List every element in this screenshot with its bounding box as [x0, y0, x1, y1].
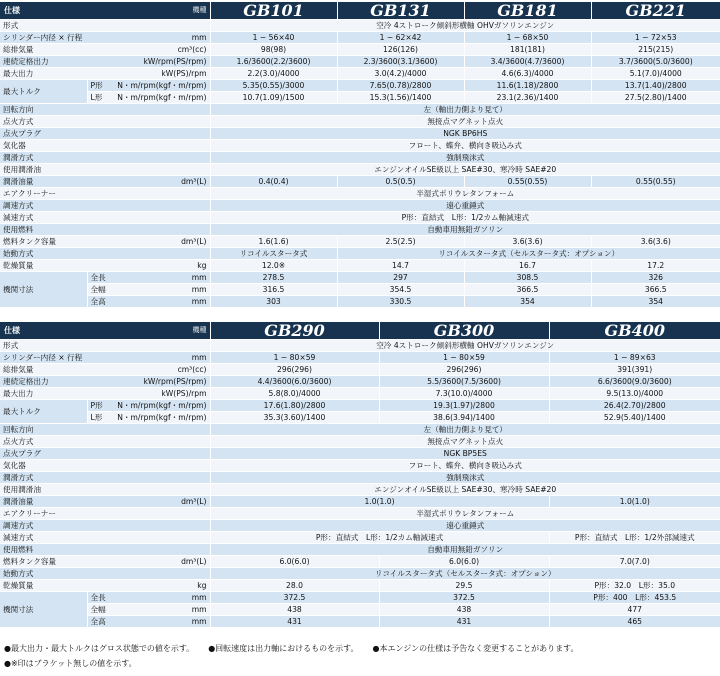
row-unit [101, 424, 210, 436]
row-unit: mm [101, 616, 210, 628]
row-value: 391(391) [549, 364, 720, 376]
spec-row [0, 580, 720, 592]
row-value: P形：直結式 L形：1/2カム軸減速式 [210, 212, 720, 224]
spec-row [0, 152, 720, 164]
row-unit: mm [101, 284, 210, 296]
row-value: 7.0(7.0) [549, 556, 720, 568]
row-value: 1 − 89×63 [549, 352, 720, 364]
row-label: 始動方式 [0, 248, 101, 260]
model-name: GB101 [210, 2, 337, 20]
row-unit [101, 116, 210, 128]
row-value: 326 [591, 272, 720, 284]
row-value: 4.6(6.3)/4000 [464, 68, 591, 80]
row-value: 無接点マグネット点火 [210, 116, 720, 128]
row-unit: N・m/rpm(kgf・m/rpm) [101, 412, 210, 424]
row-label: 点火方式 [0, 116, 101, 128]
row-value: 無接点マグネット点火 [210, 436, 720, 448]
row-value: 29.5 [379, 580, 549, 592]
row-value: P形：直結式 L形：1/2外部減速式 [549, 532, 720, 544]
row-value: 左（軸出力側より見て） [210, 424, 720, 436]
row-label: エアクリーナー [0, 508, 101, 520]
spec-row [0, 260, 720, 272]
spec-row [0, 544, 720, 556]
row-unit [101, 568, 210, 580]
row-value: 438 [210, 604, 379, 616]
spec-row [0, 508, 720, 520]
row-unit: kW/rpm(PS/rpm) [101, 56, 210, 68]
row-label: 使用潤滑油 [0, 164, 101, 176]
spec-row [0, 604, 720, 616]
row-value: 431 [210, 616, 379, 628]
row-unit [101, 212, 210, 224]
spec-row [0, 92, 720, 104]
row-value: 1 − 56×40 [210, 32, 337, 44]
row-value: 0.4(0.4) [210, 176, 337, 188]
row-value: 354 [591, 296, 720, 308]
row-unit: N・m/rpm(kgf・m/rpm) [101, 92, 210, 104]
row-label: エアクリーナー [0, 188, 101, 200]
row-unit: cm³(cc) [101, 364, 210, 376]
row-value: 28.0 [210, 580, 379, 592]
row-value: 自動車用無鉛ガソリン [210, 224, 720, 236]
spec-row [0, 460, 720, 472]
row-value: 左（軸出力側より見て） [210, 104, 720, 116]
row-label: 最大出力 [0, 388, 101, 400]
spec-row [0, 284, 720, 296]
row-value: 2.5(2.5) [337, 236, 464, 248]
spec-row [0, 592, 720, 604]
row-unit: kg [101, 580, 210, 592]
row-value: 98(98) [210, 44, 337, 56]
row-unit: kW/rpm(PS/rpm) [101, 376, 210, 388]
row-value: リコイルスタータ式（セルスタータ式：オプション） [210, 568, 720, 580]
spec-row [0, 140, 720, 152]
row-sub-label: 全長 [87, 272, 101, 284]
row-unit: mm [101, 32, 210, 44]
row-value: 215(215) [591, 44, 720, 56]
spec-row [0, 364, 720, 376]
row-value: P形：32.0 L形：35.0 [549, 580, 720, 592]
row-value: 5.8(8.0)/4000 [210, 388, 379, 400]
row-unit: kW(PS)/rpm [101, 388, 210, 400]
row-value: エンジンオイルSE級以上 SAE#30、寒冷時 SAE#20 [210, 164, 720, 176]
row-value: 3.6(3.6) [591, 236, 720, 248]
row-value: フロート、蝶弁、横向き吸込み式 [210, 460, 720, 472]
row-label: 総排気量 [0, 44, 101, 56]
row-value: 35.3(3.60)/1400 [210, 412, 379, 424]
row-label: 潤滑方式 [0, 152, 101, 164]
row-unit [101, 460, 210, 472]
row-label: 使用燃料 [0, 544, 101, 556]
row-unit [101, 200, 210, 212]
row-sub-label: 全高 [87, 296, 101, 308]
row-unit: dm³(L) [101, 556, 210, 568]
row-sub-label: 全幅 [87, 604, 101, 616]
row-value: 7.65(0.78)/2800 [337, 80, 464, 92]
row-unit [101, 224, 210, 236]
model-name: GB221 [591, 2, 720, 20]
row-unit: mm [101, 604, 210, 616]
model-name: GB290 [210, 322, 379, 340]
row-value: 0.55(0.55) [464, 176, 591, 188]
row-label: 減速方式 [0, 212, 101, 224]
row-unit: dm³(L) [101, 176, 210, 188]
row-unit: mm [101, 296, 210, 308]
row-value: 330.5 [337, 296, 464, 308]
row-value: 遠心重錘式 [210, 200, 720, 212]
row-label: シリンダー内径 × 行程 [0, 352, 101, 364]
row-unit: N・m/rpm(kgf・m/rpm) [101, 80, 210, 92]
spec-row [0, 532, 720, 544]
row-value: NGK BP5ES [210, 448, 720, 460]
row-value: 16.7 [464, 260, 591, 272]
spec-row [0, 412, 720, 424]
row-unit [101, 188, 210, 200]
row-label: 潤滑油量 [0, 176, 101, 188]
row-value: 6.0(6.0) [210, 556, 379, 568]
footnotes [4, 641, 592, 671]
row-label: 気化器 [0, 460, 101, 472]
spec-row [0, 616, 720, 628]
row-value: 1.0(1.0) [549, 496, 720, 508]
spec-row [0, 496, 720, 508]
row-value: エンジンオイルSE級以上 SAE#30、寒冷時 SAE#20 [210, 484, 720, 496]
spec-row [0, 80, 720, 92]
row-value: 17.2 [591, 260, 720, 272]
row-value: 181(181) [464, 44, 591, 56]
row-value: 372.5 [379, 592, 549, 604]
row-label: 回転方向 [0, 424, 101, 436]
spec-row [0, 436, 720, 448]
row-value: 空冷 4ストローク傾斜形横軸 OHVガソリンエンジン [210, 20, 720, 32]
row-sub-label: L形 [87, 412, 101, 424]
spec-row [0, 224, 720, 236]
row-unit [101, 472, 210, 484]
row-value: 278.5 [210, 272, 337, 284]
spec-row [0, 484, 720, 496]
row-value: NGK BP6HS [210, 128, 720, 140]
row-value: 11.6(1.18)/2800 [464, 80, 591, 92]
row-value: 3.4/3600(4.7/3600) [464, 56, 591, 68]
spec-table-gb101-gb221 [0, 2, 720, 308]
spec-row [0, 400, 720, 412]
row-value: 3.0(4.2)/4000 [337, 68, 464, 80]
row-value: 遠心重錘式 [210, 520, 720, 532]
row-value: 1 − 80×59 [210, 352, 379, 364]
row-unit [101, 248, 210, 260]
row-label: 減速方式 [0, 532, 101, 544]
footnote-line-1 [4, 641, 592, 656]
header-row [0, 2, 720, 20]
spec-row [0, 56, 720, 68]
row-label: 点火方式 [0, 436, 101, 448]
row-unit: mm [101, 592, 210, 604]
row-unit: cm³(cc) [101, 44, 210, 56]
spec-row [0, 520, 720, 532]
row-unit: kW(PS)/rpm [101, 68, 210, 80]
row-unit: dm³(L) [101, 236, 210, 248]
row-label: 燃料タンク容量 [0, 236, 101, 248]
row-label: 調速方式 [0, 200, 101, 212]
row-value: 296(296) [379, 364, 549, 376]
row-value: 316.5 [210, 284, 337, 296]
row-value: 366.5 [591, 284, 720, 296]
row-unit [101, 152, 210, 164]
row-value: 5.35(0.55)/3000 [210, 80, 337, 92]
row-label: 形式 [0, 20, 101, 32]
spec-row [0, 376, 720, 388]
row-value: 強制飛沫式 [210, 152, 720, 164]
spec-table-gb290-gb400 [0, 322, 720, 628]
row-unit [101, 544, 210, 556]
footnote-speed: ●回転速度は出力軸におけるものを示す。 [208, 644, 359, 653]
row-label: 気化器 [0, 140, 101, 152]
row-unit [101, 164, 210, 176]
row-value: P形：直結式 L形：1/2カム軸減速式 [210, 532, 549, 544]
footnote-gross: ●最大出力・最大トルクはグロス状態での値を示す。 [4, 644, 195, 653]
row-unit: mm [101, 352, 210, 364]
row-value: 5.5/3600(7.5/3600) [379, 376, 549, 388]
row-sub-label: L形 [87, 92, 101, 104]
row-sub-label: P形 [87, 80, 101, 92]
spec-row [0, 20, 720, 32]
row-unit: dm³(L) [101, 496, 210, 508]
row-unit [101, 508, 210, 520]
model-name: GB400 [549, 322, 720, 340]
row-label: 始動方式 [0, 568, 101, 580]
row-value: 431 [379, 616, 549, 628]
row-value: 126(126) [337, 44, 464, 56]
row-value: 6.0(6.0) [379, 556, 549, 568]
row-sub-label: P形 [87, 400, 101, 412]
header-label: 仕様 [0, 322, 101, 340]
header-model-label: 機種 [101, 322, 210, 340]
row-label: 使用燃料 [0, 224, 101, 236]
row-value: 5.1(7.0)/4000 [591, 68, 720, 80]
row-unit [101, 484, 210, 496]
row-value: 438 [379, 604, 549, 616]
row-value: リコイルスタータ式 [210, 248, 337, 260]
row-value: 477 [549, 604, 720, 616]
row-value: 2.3/3600(3.1/3600) [337, 56, 464, 68]
footnote-change: ●本エンジンの仕様は予告なく変更することがあります。 [372, 644, 579, 653]
row-value: 308.5 [464, 272, 591, 284]
row-label: シリンダー内径 × 行程 [0, 32, 101, 44]
row-label: 潤滑油量 [0, 496, 101, 508]
spec-row [0, 352, 720, 364]
row-unit [101, 532, 210, 544]
row-group-label: 最大トルク [0, 400, 87, 424]
row-value: 17.6(1.80)/2800 [210, 400, 379, 412]
header-row [0, 322, 720, 340]
row-value: P形：400 L形：453.5 [549, 592, 720, 604]
row-value: 自動車用無鉛ガソリン [210, 544, 720, 556]
spec-row [0, 44, 720, 56]
model-name: GB300 [379, 322, 549, 340]
row-label: 回転方向 [0, 104, 101, 116]
row-label: 潤滑方式 [0, 472, 101, 484]
row-group-label: 最大トルク [0, 80, 87, 104]
spec-row [0, 340, 720, 352]
spec-row [0, 104, 720, 116]
row-sub-label: 全高 [87, 616, 101, 628]
row-value: 4.4/3600(6.0/3600) [210, 376, 379, 388]
row-value: 7.3(10.0)/4000 [379, 388, 549, 400]
row-unit [101, 128, 210, 140]
row-value: 1.6(1.6) [210, 236, 337, 248]
row-value: 1 − 72×53 [591, 32, 720, 44]
row-label: 総排気量 [0, 364, 101, 376]
row-value: 372.5 [210, 592, 379, 604]
spec-row [0, 68, 720, 80]
row-unit [101, 436, 210, 448]
row-value: 27.5(2.80)/1400 [591, 92, 720, 104]
row-value: 6.6/3600(9.0/3600) [549, 376, 720, 388]
row-value: 354.5 [337, 284, 464, 296]
row-value: 3.6(3.6) [464, 236, 591, 248]
row-unit [101, 340, 210, 352]
spec-row [0, 388, 720, 400]
row-value: 465 [549, 616, 720, 628]
row-label: 使用潤滑油 [0, 484, 101, 496]
row-sub-label: 全長 [87, 592, 101, 604]
row-value: 空冷 4ストローク傾斜形横軸 OHVガソリンエンジン [210, 340, 720, 352]
spec-row [0, 448, 720, 460]
spec-row [0, 556, 720, 568]
row-unit: mm [101, 272, 210, 284]
row-label: 形式 [0, 340, 101, 352]
row-value: 3.7/3600(5.0/3600) [591, 56, 720, 68]
row-label: 調速方式 [0, 520, 101, 532]
spec-row [0, 236, 720, 248]
spec-row [0, 212, 720, 224]
row-unit [101, 140, 210, 152]
row-value: フロート、蝶弁、横向き吸込み式 [210, 140, 720, 152]
row-unit [101, 104, 210, 116]
spec-row [0, 296, 720, 308]
row-value: 半湿式ポリウレタンフォーム [210, 508, 720, 520]
spec-row [0, 472, 720, 484]
row-label: 燃料タンク容量 [0, 556, 101, 568]
footnote-bracket: ●※印はブラケット無しの値を示す。 [4, 659, 137, 668]
row-label: 連続定格出力 [0, 56, 101, 68]
row-value: 14.7 [337, 260, 464, 272]
row-value: 13.7(1.40)/2800 [591, 80, 720, 92]
row-value: 15.3(1.56)/1400 [337, 92, 464, 104]
footnote-line-2 [4, 656, 592, 671]
header-model-label: 機種 [101, 2, 210, 20]
row-label: 点火プラグ [0, 128, 101, 140]
row-value: 26.4(2.70)/2800 [549, 400, 720, 412]
row-value: 19.3(1.97)/2800 [379, 400, 549, 412]
row-value: 303 [210, 296, 337, 308]
row-value: 366.5 [464, 284, 591, 296]
row-label: 乾燥質量 [0, 260, 101, 272]
row-value: 2.2(3.0)/4000 [210, 68, 337, 80]
row-unit [101, 520, 210, 532]
model-name: GB131 [337, 2, 464, 20]
row-value: 297 [337, 272, 464, 284]
spec-row [0, 116, 720, 128]
header-label: 仕様 [0, 2, 101, 20]
spec-row [0, 248, 720, 260]
row-label: 点火プラグ [0, 448, 101, 460]
row-unit [101, 448, 210, 460]
row-value: 強制飛沫式 [210, 472, 720, 484]
spec-row [0, 32, 720, 44]
row-value: 1 − 62×42 [337, 32, 464, 44]
row-value: 52.9(5.40)/1400 [549, 412, 720, 424]
row-sub-label: 全幅 [87, 284, 101, 296]
spec-row [0, 164, 720, 176]
row-unit [101, 20, 210, 32]
spec-row [0, 568, 720, 580]
row-label: 連続定格出力 [0, 376, 101, 388]
row-value: 9.5(13.0)/4000 [549, 388, 720, 400]
row-label: 最大出力 [0, 68, 101, 80]
row-group-label: 機関寸法 [0, 272, 87, 308]
row-value: 0.55(0.55) [591, 176, 720, 188]
row-value: 38.6(3.94)/1400 [379, 412, 549, 424]
row-value: 半湿式ポリウレタンフォーム [210, 188, 720, 200]
row-value: 1.6/3600(2.2/3600) [210, 56, 337, 68]
model-name: GB181 [464, 2, 591, 20]
row-label: 乾燥質量 [0, 580, 101, 592]
row-value: 23.1(2.36)/1400 [464, 92, 591, 104]
row-unit: N・m/rpm(kgf・m/rpm) [101, 400, 210, 412]
row-value: 1 − 68×50 [464, 32, 591, 44]
row-value: 1.0(1.0) [210, 496, 549, 508]
spec-row [0, 424, 720, 436]
row-value: 354 [464, 296, 591, 308]
row-value: 12.0※ [210, 260, 337, 272]
spec-row [0, 128, 720, 140]
row-value: リコイルスタータ式（セルスタータ式：オプション） [337, 248, 720, 260]
row-value: 1 − 80×59 [379, 352, 549, 364]
row-value: 0.5(0.5) [337, 176, 464, 188]
spec-row [0, 188, 720, 200]
row-value: 10.7(1.09)/1500 [210, 92, 337, 104]
spec-row [0, 272, 720, 284]
spec-row [0, 200, 720, 212]
spec-row [0, 176, 720, 188]
row-value: 296(296) [210, 364, 379, 376]
row-unit: kg [101, 260, 210, 272]
row-group-label: 機関寸法 [0, 592, 87, 628]
